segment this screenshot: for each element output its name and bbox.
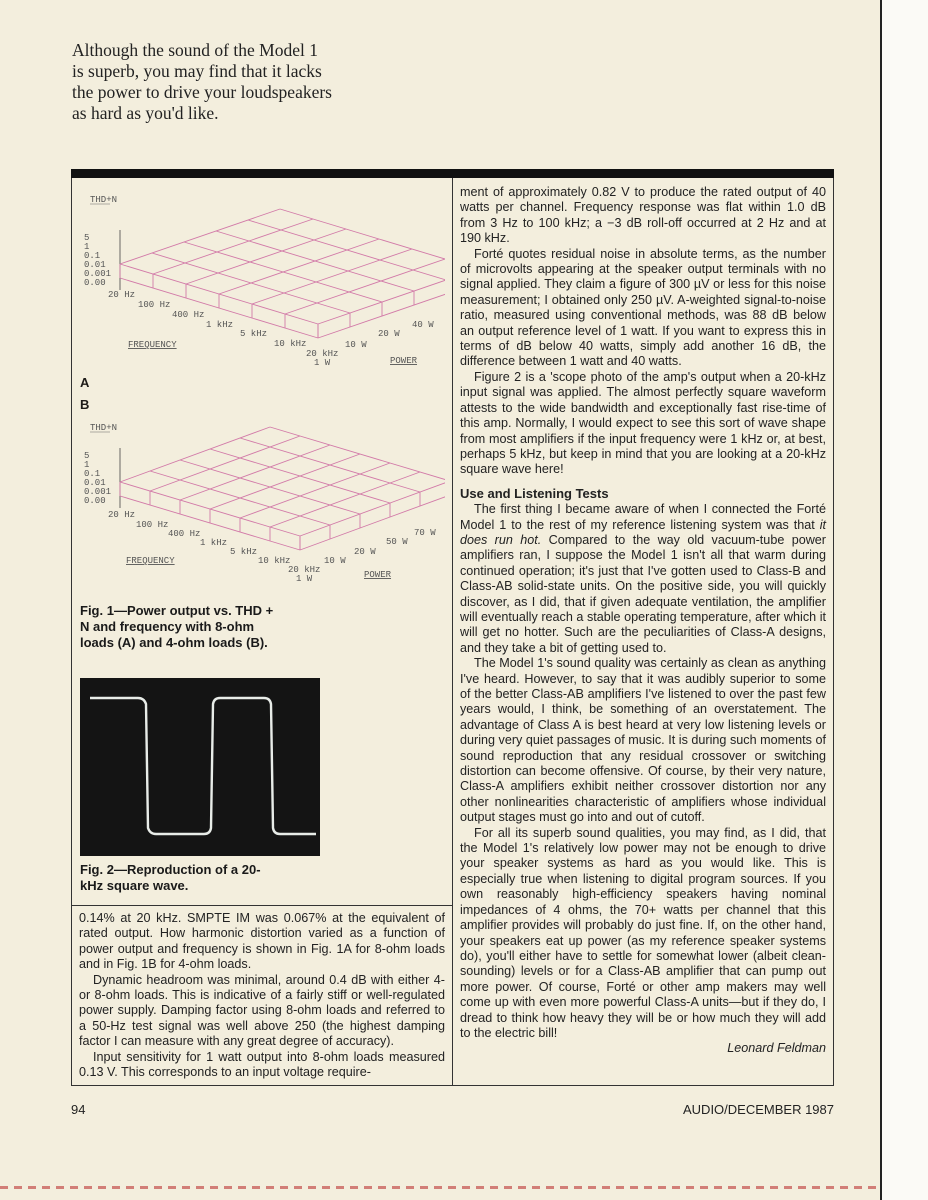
y-tick: 0.00 <box>84 278 106 288</box>
right-column-text <box>460 185 826 1057</box>
grid-line <box>285 259 445 314</box>
author-signature: Leonard Feldman <box>727 1041 826 1056</box>
y-tick: 5 <box>84 233 90 243</box>
y-tick: 0.1 <box>84 251 101 261</box>
power-axis-label: POWER <box>390 356 418 366</box>
paragraph: Forté quotes residual noise in absolute terms, as the number of microvolts appearing at the speaker output terminals with no signal applied. They claim a figure of 300 µV or less for this noise measurement; I obtained only 250 µV. A-weighted signal-to-noise ratio, measured using conventional methods, was 88 dB below an output reference level of 1 watt. If you want to express this in terms of dB below 40 watts, simply add another 16 dB, the difference between 1 watt and 40 watts. <box>460 246 826 369</box>
freq-tick: 100 Hz <box>136 520 169 530</box>
freq-tick: 5 kHz <box>230 547 258 557</box>
grid-line <box>240 438 420 492</box>
y-tick: 0.01 <box>84 260 106 270</box>
y-title: THD+N <box>90 195 118 205</box>
power-tick: 1 W <box>296 574 313 584</box>
power-tick: 1 W <box>314 358 331 368</box>
grid-line <box>186 229 346 284</box>
freq-tick: 20 Hz <box>108 290 136 300</box>
figure-1-caption: Fig. 1—Power output vs. THD + N and frequency with 8-ohm loads (A) and 4-ohm loads (B). <box>80 603 274 650</box>
figure-2-caption: Fig. 2—Reproduction of a 20-kHz square wave. <box>80 862 261 893</box>
paragraph: Dynamic headroom was minimal, around 0.4 dB with either 4- or 8-ohm loads. This is indicative of a fairly stiff or well-regulated power supply. Damping factor using 8-ohm loads and referred to a 50-Hz test signal was well above 250 (the highest damping factor I can measure with any great degree of accuracy). <box>79 972 445 1049</box>
pull-quote: Although the sound of the Model 1 is superb, you may find that it lacks the power to drive your loudspeakers as hard as you'd like. <box>72 40 332 123</box>
freq-tick: 10 kHz <box>258 556 291 566</box>
power-tick: 10 W <box>324 556 346 566</box>
freq-tick: 20 Hz <box>108 510 136 520</box>
grid-line <box>252 249 412 304</box>
paragraph: ment of approximately 0.82 V to produce the rated output of 40 watts per channel. Frequency response was flat within 1.0 dB from 3 Hz to 100 kHz; a −3 dB roll-off occurred at 2 Hz and at 190 kHz. <box>460 185 826 246</box>
grid-line <box>280 209 445 269</box>
heavy-rule <box>71 169 834 178</box>
power-tick: 40 W <box>412 320 434 330</box>
grid-line <box>210 449 390 503</box>
page-number: 94 <box>71 1102 86 1117</box>
power-tick: 20 W <box>378 329 400 339</box>
grid-line <box>120 209 280 264</box>
freq-tick: 5 kHz <box>240 329 268 339</box>
paragraph: 0.14% at 20 kHz. SMPTE IM was 0.067% at the equivalent of rated output. How harmonic distortion varied as a function of power output and frequency is shown in Fig. 1A for 8-ohm loads and in Fig. 1B for 4-ohm loads. <box>79 911 445 972</box>
y-ticks <box>84 233 111 288</box>
figure-label-a: A <box>80 375 90 390</box>
freq-tick: 1 kHz <box>200 538 228 548</box>
y-tick: 0.01 <box>84 478 106 488</box>
y-tick: 1 <box>84 460 90 470</box>
grid-line <box>219 239 379 294</box>
issue-label: AUDIO/DECEMBER 1987 <box>683 1102 834 1117</box>
power-axis-label: POWER <box>364 570 392 580</box>
freq-tick: 400 Hz <box>172 310 205 320</box>
grid-line <box>270 472 420 527</box>
left-column-divider <box>71 905 453 906</box>
y-tick: 0.00 <box>84 496 106 506</box>
paragraph: For all its superb sound qualities, you may find, as I did, that the Model 1's relatively low power may not be enough to drive your speaker systems as hard as you would like. This is especially true when listening to digital program sources. If you own reasonably high-efficiency speakers having nominal impedances of 4 ohms, the 70+ watts per channel that this amplifier provides will probably do just fine. If, on the other hand, your speakers eat up power (as my reference speaker systems do), you'll either have to settle for somewhat lower (albeit clean-sounding) levels or for a Class-AB amplifier that can pump out more power. Of course, Forté or other amp makers may well come up with even more powerful Class-A units—but if they do, I dread to think how heavy they will be or how much they will add to the electric bill! <box>460 825 826 1040</box>
power-tick: 10 W <box>345 340 367 350</box>
text-run: Compared to the way old vacuum-tube power amplifiers ran, I suppose the Model 1 isn't all that warm during continued operation; it's just that I've gotten used to Class-B and Class-AB solid-state units. On the positive side, you will quickly discover, as I did, that if given adequate ventilation, the amplifier will eventually reach a stable operating temperature, after which it will get no hotter. Such are the peculiarities of Class-A designs, and they take a bit of getting used to. <box>460 532 826 655</box>
y-tick: 5 <box>84 451 90 461</box>
figure-1b-chart <box>80 418 445 586</box>
freq-tick: 100 Hz <box>138 300 171 310</box>
text-run: The first thing I became aware of when I connected the Forté Model 1 to the rest of my reference listening system was that <box>460 502 826 532</box>
freq-tick: 1 kHz <box>206 320 234 330</box>
grid-line <box>150 436 300 491</box>
bottom-decoration <box>0 1186 880 1189</box>
paragraph <box>460 502 826 656</box>
emphasis: it does run hot. <box>460 517 826 547</box>
grid-line <box>180 460 360 514</box>
grid-line <box>150 471 330 525</box>
surface-grid <box>120 209 445 338</box>
left-column-text <box>79 911 445 1080</box>
next-page-edge <box>880 0 928 1200</box>
power-tick: 70 W <box>414 528 436 538</box>
grid-line <box>210 454 360 509</box>
y-tick: 0.001 <box>84 487 112 497</box>
freq-tick: 20 kHz <box>288 565 321 575</box>
section-heading: Use and Listening Tests <box>460 485 609 501</box>
x-axis-label: FREQUENCY <box>126 556 175 566</box>
grid-line <box>120 427 270 482</box>
y-ticks <box>84 451 111 506</box>
grid-line <box>153 219 313 274</box>
y-tick: 1 <box>84 242 90 252</box>
power-tick: 50 W <box>386 537 408 547</box>
x-axis-label: FREQUENCY <box>128 340 177 350</box>
grid-line <box>240 463 390 518</box>
freq-tick: 10 kHz <box>274 339 307 349</box>
power-tick: 20 W <box>354 547 376 557</box>
freq-tick: 400 Hz <box>168 529 201 539</box>
figure-label-b: B <box>80 397 90 412</box>
y-title: THD+N <box>90 423 118 433</box>
freq-tick: 20 kHz <box>306 349 339 359</box>
figure-1a-chart <box>80 190 445 375</box>
scope-photo <box>80 678 320 856</box>
paragraph: Input sensitivity for 1 watt output into 8-ohm loads measured 0.13 V. This corresponds to an input voltage require- <box>79 1049 445 1080</box>
grid-line <box>180 445 330 500</box>
y-tick: 0.1 <box>84 469 101 479</box>
paragraph: Figure 2 is a 'scope photo of the amp's output when a 20-kHz input signal was applied. The almost perfectly square waveform attests to the wide bandwidth and exceptionally fast rise-time of this amp. Normally, I would expect to see this sort of wave shape from most amplifiers if the input frequency were 1 kHz or, at best, perhaps 5 kHz, but keep in mind that you are looking at a 20-kHz square wave here! <box>460 369 826 477</box>
y-tick: 0.001 <box>84 269 112 279</box>
paragraph: The Model 1's sound quality was certainly as clean as anything I've heard. However, to say that it was audibly superior to some of the better Class-AB amplifiers I've listened to over the past few years would, I think, be something of an overstatement. The advantage of Class A is best heard at very low listening levels or during very quiet passages of music. It is during such moments of sound reproduction that any residual crossover or switching distortion can become offensive. Of course, by their very nature, Class-A amplifiers exhibit neither crossover distortion nor any other nonlinearities characteristic of amplifiers whose individual output stages must go into and out of cutoff. <box>460 656 826 825</box>
column-divider <box>452 178 453 1086</box>
